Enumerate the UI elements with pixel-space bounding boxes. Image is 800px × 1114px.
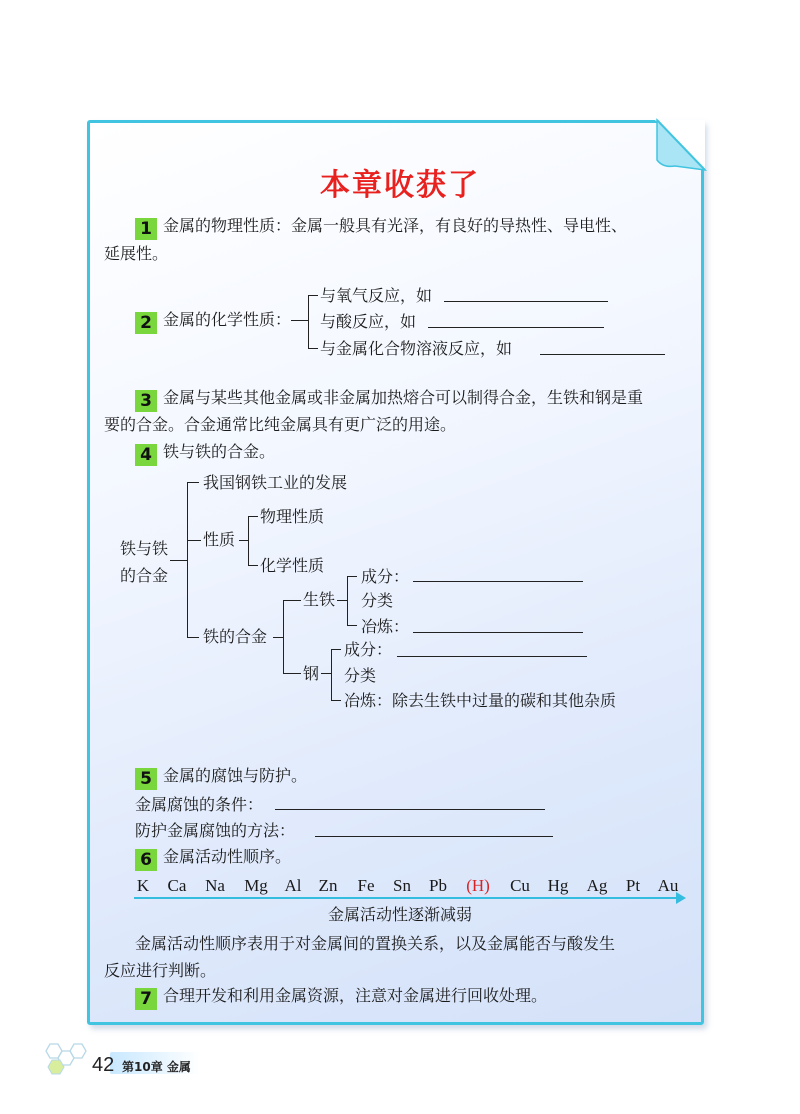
tree-vertical bbox=[331, 649, 332, 701]
tree-development: 我国钢铁工业的发展 bbox=[203, 473, 348, 492]
tree-properties: 性质 bbox=[203, 530, 236, 549]
tree-tick bbox=[248, 565, 258, 566]
branch-acid: 与酸反应，如 bbox=[320, 312, 417, 331]
tree-vertical bbox=[187, 482, 188, 638]
item-6 bbox=[135, 849, 291, 871]
metal-symbol: Sn bbox=[393, 876, 411, 895]
bracket-tick bbox=[308, 295, 318, 296]
item-number: 6 bbox=[135, 849, 157, 871]
tree-tick bbox=[331, 649, 341, 650]
chapter-label: 第10章 金属 bbox=[122, 1060, 191, 1074]
item-text: 金属与某些其他金属或非金属加热熔合可以制得合金，生铁和钢是重 bbox=[163, 388, 644, 407]
item-7 bbox=[135, 988, 547, 1010]
item-text: 金属的化学性质： bbox=[163, 310, 292, 329]
tree-vertical bbox=[283, 600, 284, 674]
item-number: 3 bbox=[135, 390, 157, 412]
pig-smelting: 冶炼： bbox=[361, 617, 410, 636]
activity-note: 金属活动性顺序表用于对金属间的置换关系，以及金属能否与酸发生 bbox=[135, 934, 616, 953]
tree-tick bbox=[283, 673, 301, 674]
activity-arrow bbox=[134, 897, 680, 899]
item-text: 金属的物理性质：金属一般具有光泽，有良好的导热性、导电性、 bbox=[163, 216, 628, 235]
metal-symbol: Pt bbox=[625, 876, 641, 895]
item-5 bbox=[135, 768, 307, 790]
item-number: 1 bbox=[135, 218, 157, 240]
tree-stem bbox=[273, 637, 283, 638]
item-3 bbox=[135, 390, 643, 412]
item-text: 金属的腐蚀与防护。 bbox=[163, 766, 308, 785]
tree-tick bbox=[347, 576, 357, 577]
branch-oxygen: 与氧气反应，如 bbox=[320, 286, 433, 305]
tree-root-line1: 铁与铁 bbox=[120, 539, 169, 558]
corrosion-conditions: 金属腐蚀的条件： bbox=[135, 795, 264, 814]
tree-tick bbox=[187, 540, 201, 541]
blank-line[interactable] bbox=[540, 354, 665, 355]
bracket-tick bbox=[308, 348, 318, 349]
tree-tick bbox=[331, 700, 341, 701]
metal-symbol: Hg bbox=[547, 876, 569, 895]
item-number: 5 bbox=[135, 768, 157, 790]
tree-chemical: 化学性质 bbox=[260, 556, 325, 575]
metal-symbol: Zn bbox=[318, 876, 338, 895]
blank-line[interactable] bbox=[275, 809, 545, 810]
tree-tick bbox=[248, 516, 258, 517]
pig-composition: 成分： bbox=[361, 567, 410, 586]
item-text: 铁与铁的合金。 bbox=[163, 442, 276, 461]
tree-tick bbox=[187, 482, 199, 483]
page-number: 42 bbox=[92, 1054, 115, 1076]
metal-symbol: K bbox=[136, 876, 150, 895]
hexagon-decoration-icon bbox=[42, 1040, 94, 1076]
metal-symbol: Na bbox=[205, 876, 225, 895]
corrosion-protection: 防护金属腐蚀的方法： bbox=[135, 821, 296, 840]
tree-steel: 钢 bbox=[303, 664, 320, 683]
item-3-cont: 要的合金。合金通常比纯金属具有更广泛的用途。 bbox=[104, 415, 457, 434]
blank-line[interactable] bbox=[397, 656, 587, 657]
tree-stem bbox=[170, 560, 188, 561]
metal-symbol: Ca bbox=[167, 876, 187, 895]
blank-line[interactable] bbox=[444, 301, 608, 302]
bracket-vertical bbox=[308, 295, 309, 349]
metal-symbol: Mg bbox=[244, 876, 268, 895]
steel-composition: 成分： bbox=[344, 640, 393, 659]
metal-symbol: Cu bbox=[510, 876, 530, 895]
item-number: 7 bbox=[135, 988, 157, 1010]
item-1 bbox=[135, 218, 627, 240]
blank-line[interactable] bbox=[413, 581, 583, 582]
metal-symbol: Fe bbox=[357, 876, 375, 895]
steel-classification: 分类 bbox=[344, 666, 377, 685]
tree-vertical bbox=[347, 576, 348, 626]
bracket-stem bbox=[291, 320, 309, 321]
tree-tick bbox=[187, 637, 199, 638]
activity-arrow-label: 金属活动性逐渐减弱 bbox=[327, 905, 472, 924]
item-number: 4 bbox=[135, 444, 157, 466]
activity-note-cont: 反应进行判断。 bbox=[104, 961, 217, 980]
tree-tick bbox=[283, 600, 301, 601]
blank-line[interactable] bbox=[428, 327, 604, 328]
tree-tick bbox=[347, 625, 357, 626]
item-4 bbox=[135, 444, 275, 466]
tree-vertical bbox=[248, 516, 249, 566]
page-title: 本章收获了 bbox=[320, 168, 480, 203]
steel-smelting: 冶炼：除去生铁中过量的碳和其他杂质 bbox=[344, 691, 617, 710]
pig-classification: 分类 bbox=[361, 591, 394, 610]
metal-symbol: Al bbox=[284, 876, 302, 895]
blank-line[interactable] bbox=[315, 836, 553, 837]
metal-symbol: Au bbox=[657, 876, 679, 895]
tree-pig-iron: 生铁 bbox=[303, 590, 336, 609]
item-text: 合理开发和利用金属资源，注意对金属进行回收处理。 bbox=[163, 986, 548, 1005]
metal-symbol: Pb bbox=[429, 876, 447, 895]
item-number: 2 bbox=[135, 312, 157, 334]
item-text: 金属活动性顺序。 bbox=[163, 847, 292, 866]
item-2 bbox=[135, 312, 291, 334]
item-1-cont: 延展性。 bbox=[104, 244, 169, 263]
tree-physical: 物理性质 bbox=[260, 507, 325, 526]
arrow-head-icon bbox=[676, 892, 686, 904]
blank-line[interactable] bbox=[413, 632, 583, 633]
tree-root-line2: 的合金 bbox=[120, 566, 169, 585]
metal-symbol: Ag bbox=[586, 876, 608, 895]
branch-salt-solution: 与金属化合物溶液反应，如 bbox=[320, 339, 513, 358]
tree-alloy: 铁的合金 bbox=[203, 627, 268, 646]
hydrogen-symbol: (H) bbox=[466, 876, 490, 895]
